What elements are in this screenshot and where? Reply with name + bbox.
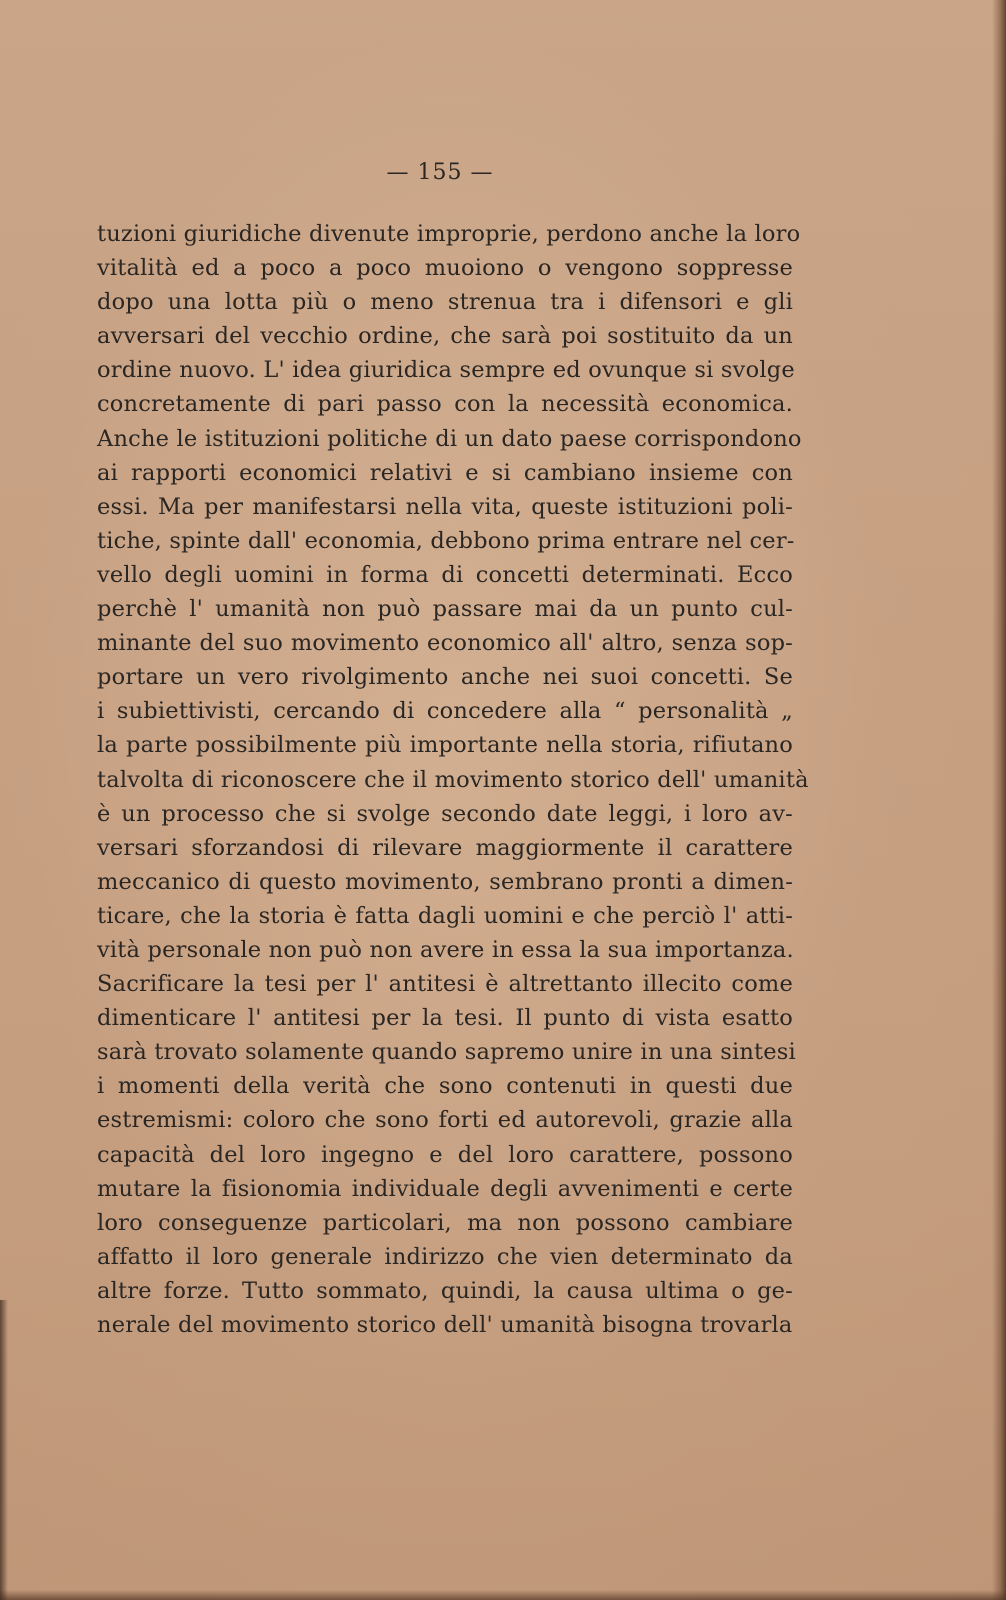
text-line: è un processo che si svolge secondo date leggi, i loro av- <box>97 800 793 827</box>
text-line: sarà trovato solamente quando sapremo unire in una sintesi <box>97 1039 796 1066</box>
text-line: ordine nuovo. L' idea giuridica sempre ed ovunque si svolge <box>97 357 795 384</box>
page-edge-right <box>992 0 1006 1600</box>
text-line: talvolta di riconoscere che il movimento storico dell' umanità <box>97 766 809 793</box>
text-line: minante del suo movimento economico all' altro, senza sop- <box>97 630 793 657</box>
text-line: avversari del vecchio ordine, che sarà poi sostituito da un <box>97 323 793 350</box>
text-line: i momenti della verità che sono contenuti in questi due <box>97 1073 793 1100</box>
text-line: ticare, che la storia è fatta dagli uomini e che perciò l' atti- <box>97 902 793 929</box>
text-line: tuzioni giuridiche divenute improprie, perdono anche la loro <box>97 221 801 247</box>
text-line: altre forze. Tutto sommato, quindi, la causa ultima o ge- <box>97 1277 793 1304</box>
text-line: estremismi: coloro che sono forti ed autorevoli, grazie alla <box>97 1107 793 1134</box>
text-line: versari sforzandosi di rilevare maggiormente il carattere <box>97 834 793 861</box>
text-line: perchè l' umanità non può passare mai da un punto cul- <box>97 596 793 623</box>
page-number: — 155 — <box>386 160 494 185</box>
page-edge-left <box>0 1300 8 1600</box>
text-line: vello degli uomini in forma di concetti determinati. Ecco <box>97 561 793 588</box>
body-text <box>97 217 809 1342</box>
page-edge-bottom <box>0 1590 1006 1600</box>
text-line: meccanico di questo movimento, sembrano pronti a dimen- <box>97 868 793 895</box>
text-line: dopo una lotta più o meno strenua tra i difensori e gli <box>97 289 793 316</box>
text-line: la parte possibilmente più importante nella storia, rifiutano <box>97 732 793 759</box>
text-line: loro conseguenze particolari, ma non possono cambiare <box>97 1209 793 1236</box>
text-line: affatto il loro generale indirizzo che vien determinato da <box>97 1243 793 1270</box>
text-line: mutare la fisionomia individuale degli avvenimenti e certe <box>97 1175 793 1202</box>
text-line: i subiettivisti, cercando di concedere alla “ personalità „ <box>97 698 793 725</box>
text-line: capacità del loro ingegno e del loro carattere, possono <box>97 1141 793 1168</box>
text-line: ai rapporti economici relativi e si cambiano insieme con <box>97 459 793 486</box>
text-line: essi. Ma per manifestarsi nella vita, queste istituzioni poli- <box>97 493 793 520</box>
text-line: Anche le istituzioni politiche di un dato paese corrispondono <box>97 425 802 452</box>
text-line: vità personale non può non avere in essa la sua importanza. <box>97 936 794 963</box>
text-line: tiche, spinte dall' economia, debbono prima entrare nel cer- <box>97 527 795 554</box>
text-line: dimenticare l' antitesi per la tesi. Il punto di vista esatto <box>97 1005 793 1032</box>
text-line: Sacrificare la tesi per l' antitesi è altrettanto illecito come <box>97 971 793 998</box>
text-line: vitalità ed a poco a poco muoiono o vengono soppresse <box>97 255 793 282</box>
text-line: concretamente di pari passo con la necessità economica. <box>97 391 793 418</box>
text-line: portare un vero rivolgimento anche nei suoi concetti. Se <box>97 664 793 691</box>
text-line: nerale del movimento storico dell' umanità bisogna trovarla <box>97 1312 793 1338</box>
